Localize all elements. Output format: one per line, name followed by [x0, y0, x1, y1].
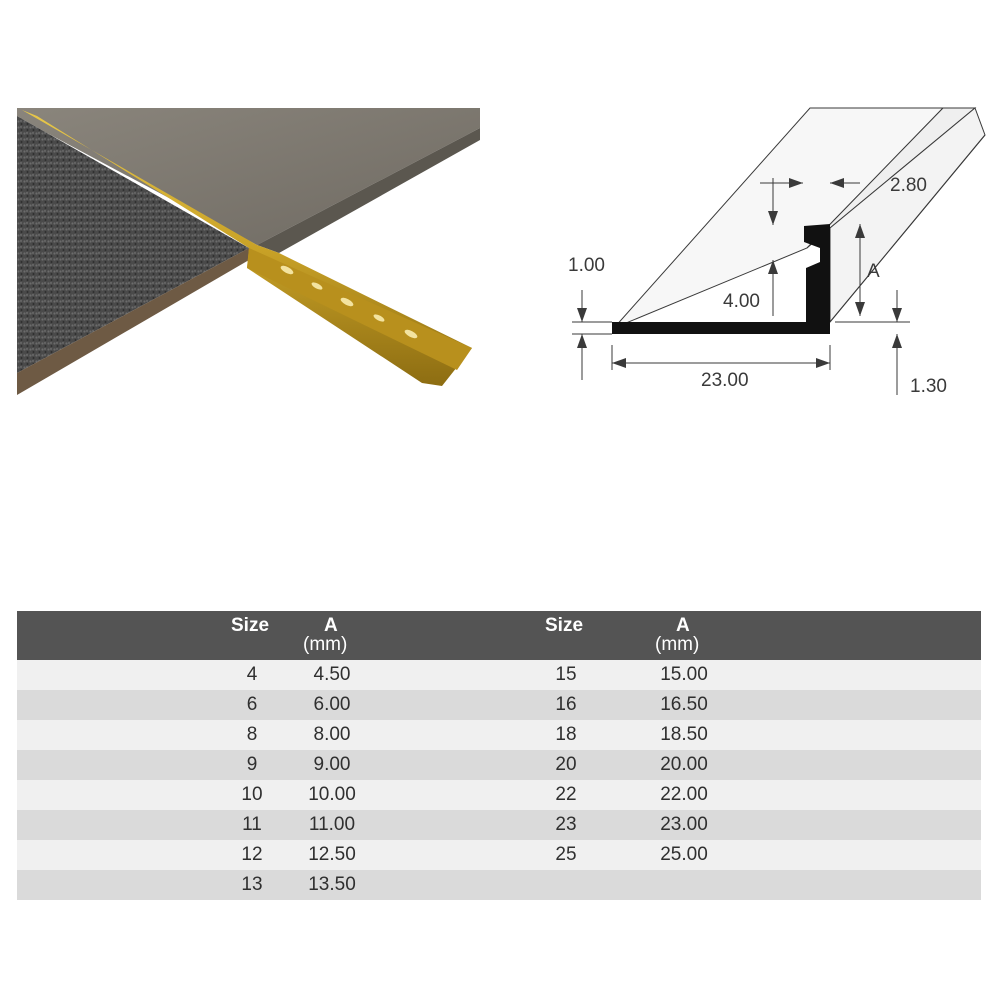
right-a-cell: 16.50	[660, 694, 708, 715]
left-size-cell: 9	[246, 754, 258, 775]
left-size-cell: 10	[241, 784, 263, 805]
left-size-cell: 11	[242, 814, 262, 835]
left-size-cell: 12	[241, 844, 263, 865]
dim-offset: 1.30	[910, 376, 947, 397]
left-size-cell: 8	[246, 724, 258, 745]
right-a-cell: 20.00	[660, 754, 708, 775]
header-unit-left: (mm)	[303, 634, 348, 655]
right-size-cell: 23	[555, 814, 577, 835]
right-size-cell: 20	[555, 754, 577, 775]
product-photo	[17, 108, 480, 395]
header-a-right: A	[676, 615, 690, 636]
table-header	[17, 611, 981, 660]
dim-height-a: A	[867, 261, 880, 282]
left-a-cell: 6.00	[313, 694, 351, 715]
left-a-cell: 13.50	[308, 874, 356, 895]
left-a-cell: 8.00	[313, 724, 351, 745]
right-a-cell: 23.00	[660, 814, 708, 835]
header-size-left: Size	[231, 615, 270, 636]
left-a-cell: 4.50	[313, 664, 351, 685]
table-row	[17, 840, 981, 870]
profile-diagram	[560, 100, 1000, 410]
left-size-cell: 4	[246, 664, 258, 685]
table-row	[17, 870, 981, 900]
table-row	[17, 660, 981, 690]
dim-base-thickness: 1.00	[568, 255, 605, 276]
table-row	[17, 690, 981, 720]
right-size-cell: 22	[555, 784, 577, 805]
left-size-cell: 6	[246, 694, 258, 715]
table-row	[17, 750, 981, 780]
right-size-cell: 18	[555, 724, 577, 745]
right-a-cell: 15.00	[660, 664, 708, 685]
right-size-cell: 16	[555, 694, 577, 715]
right-a-cell: 25.00	[660, 844, 708, 865]
header-unit-right: (mm)	[655, 634, 700, 655]
right-a-cell: 18.50	[660, 724, 708, 745]
size-table	[17, 611, 981, 900]
left-size-cell: 13	[241, 874, 263, 895]
left-a-cell: 9.00	[313, 754, 351, 775]
header-size-right: Size	[545, 615, 584, 636]
dim-base-width: 23.00	[701, 370, 749, 391]
table-row	[17, 780, 981, 810]
right-size-cell: 25	[555, 844, 577, 865]
left-a-cell: 12.50	[308, 844, 356, 865]
left-a-cell: 11.00	[308, 814, 356, 835]
header-a-left: A	[324, 615, 338, 636]
dim-wall-thickness: 2.80	[890, 175, 927, 196]
right-size-cell: 15	[555, 664, 577, 685]
left-a-cell: 10.00	[308, 784, 356, 805]
table-row	[17, 810, 981, 840]
table-row	[17, 720, 981, 750]
right-a-cell: 22.00	[660, 784, 708, 805]
dim-lip: 4.00	[723, 291, 760, 312]
